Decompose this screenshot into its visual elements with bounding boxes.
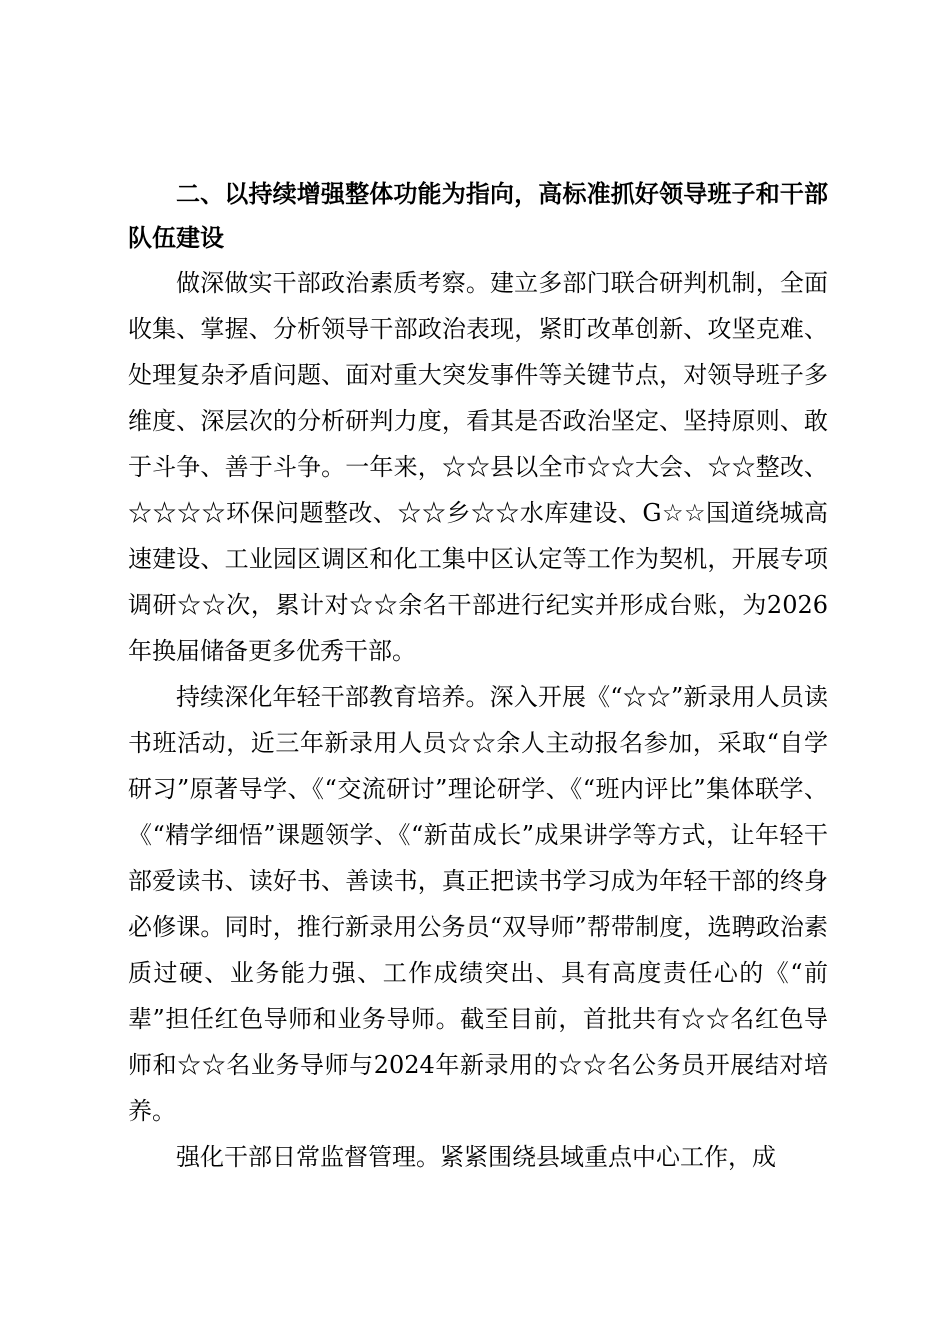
paragraph-young-cadre-training: 持续深化年轻干部教育培养。深入开展《“☆☆”新录用人员读书班活动，近三年新录用人员☆☆余人主动报名参加，采取“自学研习”原著导学、《“交流研讨”理论研学、《“班内评比”集体联学、《“精学细悟”课题领学、《“新苗成长”成果讲学等方式，让年轻干部爱读书、读好书、善读书，真正把读书学习成为年轻干部的终身必修课。同时，推行新录用公务员“双导师”帮带制度，选聘政治素质过硬、业务能力强、工作成绩突出、具有高度责任心的《“前辈”担任红色导师和业务导师。截至目前，首批共有☆☆名红色导师和☆☆名业务导师与2024年新录用的☆☆名公务员开展结对培养。 <box>128 683 828 1125</box>
section-heading: 二、以持续增强整体功能为指向，高标准抓好领导班子和干部队伍建设 <box>128 180 828 252</box>
paragraph-political-assessment: 做深做实干部政治素质考察。建立多部门联合研判机制，全面收集、掌握、分析领导干部政治表现，紧盯改革创新、攻坚克难、处理复杂矛盾问题、面对重大突发事件等关键节点，对领导班子多维度、深层次的分析研判力度，看其是否政治坚定、坚持原则、敢于斗争、善于斗争。一年来，☆☆县以全市☆☆大会、☆☆整改、☆☆☆☆环保问题整改、☆☆乡☆☆水库建设、G☆☆国道绕城高速建设、工业园区调区和化工集中区认定等工作为契机，开展专项调研☆☆次，累计对☆☆余名干部进行纪实并形成台账，为2026年换届储备更多优秀干部。 <box>128 269 828 665</box>
paragraph-daily-supervision: 强化干部日常监督管理。紧紧围绕县域重点中心工作，成 <box>176 1143 776 1171</box>
document-body <box>128 172 828 1180</box>
